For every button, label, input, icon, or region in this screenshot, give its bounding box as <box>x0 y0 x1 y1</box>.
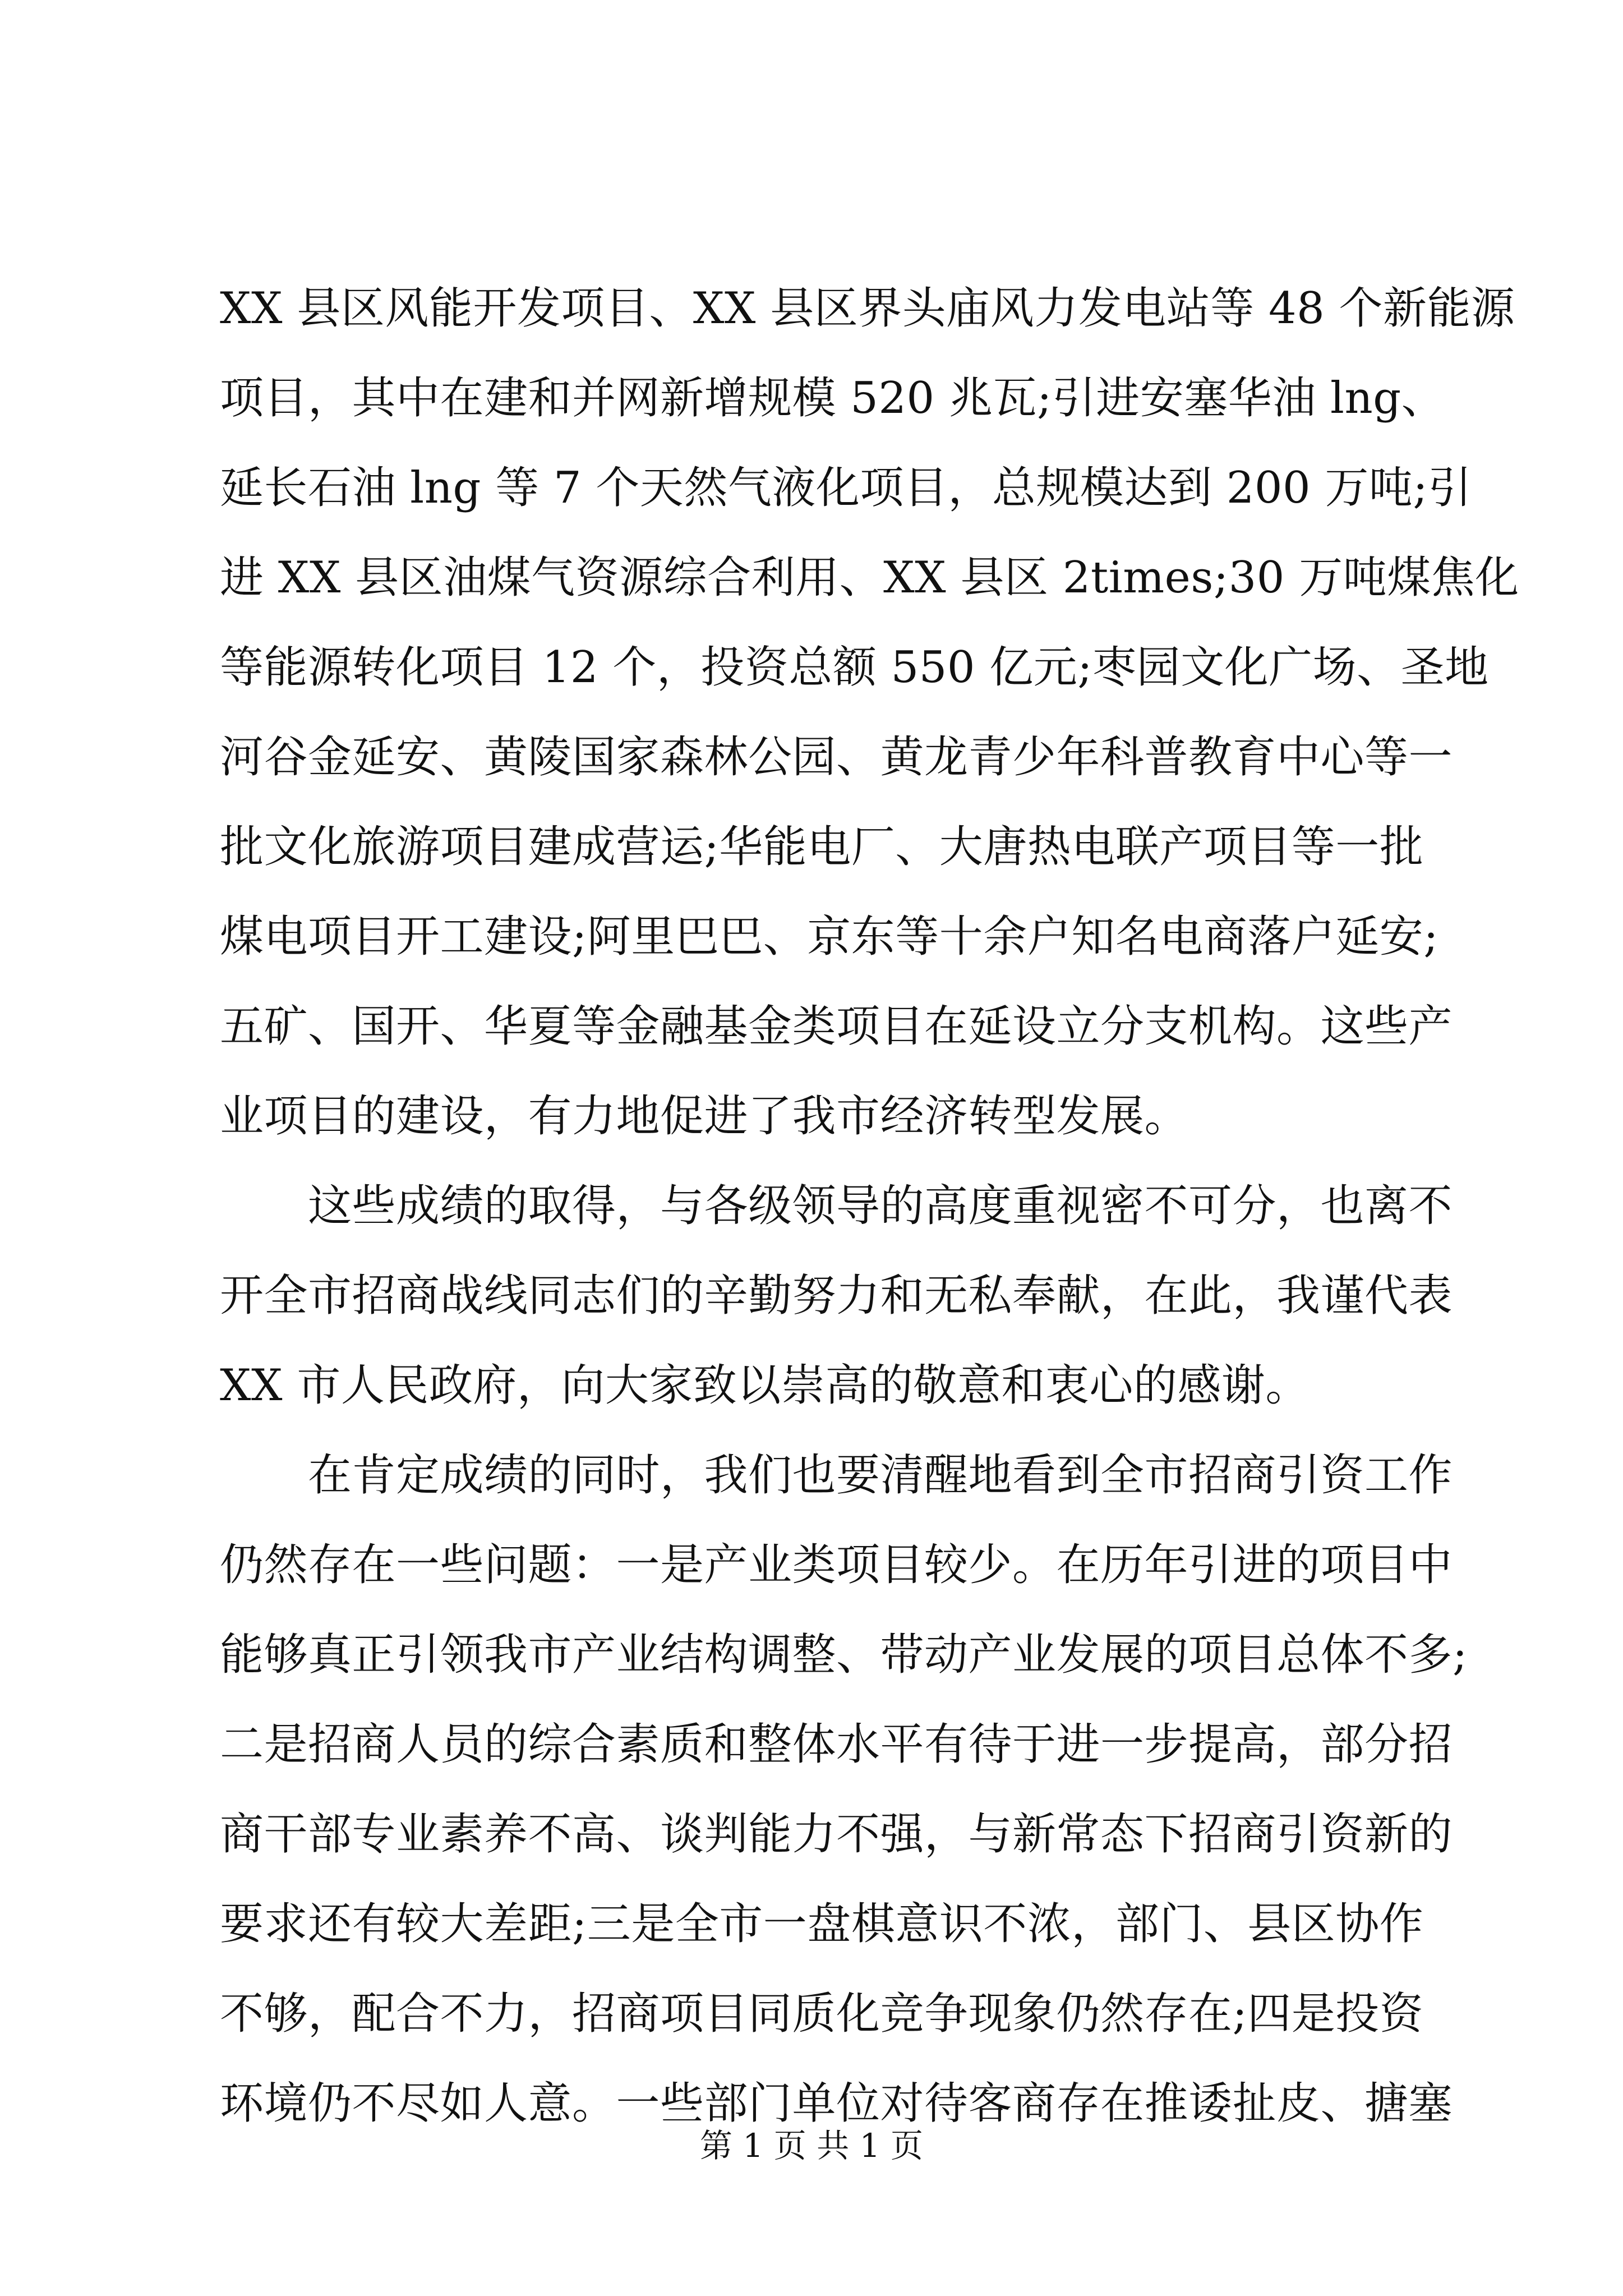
text-line: 要求还有较大差距;三是全市一盘棋意识不浓，部门、县区协作 <box>220 1899 1424 1949</box>
text-line: 开全市招商战线同志们的辛勤努力和无私奉献，在此，我谨代表 <box>220 1271 1453 1321</box>
text-line: 能够真正引领我市产业结构调整、带动产业发展的项目总体不多; <box>220 1630 1468 1680</box>
text-line: 环境仍不尽如人意。一些部门单位对待客商存在推诿扯皮、搪塞 <box>220 2078 1453 2129</box>
text-line: 项目，其中在建和并网新增规模 520 兆瓦;引进安塞华油 lng、 <box>220 373 1446 424</box>
text-line: 这些成绩的取得，与各级领导的高度重视密不可分，也离不 <box>220 1181 1453 1231</box>
text-line: 等能源转化项目 12 个，投资总额 550 亿元;枣园文化广场、圣地 <box>220 642 1489 693</box>
text-line: 延长石油 lng 等 7 个天然气液化项目，总规模达到 200 万吨;引 <box>220 463 1472 513</box>
text-line: 商干部专业素养不高、谈判能力不强，与新常态下招商引资新的 <box>220 1809 1453 1860</box>
text-line: 在肯定成绩的同时，我们也要清醒地看到全市招商引资工作 <box>220 1450 1453 1501</box>
text-line: 二是招商人员的综合素质和整体水平有待于进一步提高，部分招 <box>220 1719 1453 1770</box>
text-line: 五矿、国开、华夏等金融基金类项目在延设立分支机构。这些产 <box>220 1001 1453 1052</box>
page-footer <box>0 2120 1623 2171</box>
text-line: 批文化旅游项目建成营运;华能电厂、大唐热电联产项目等一批 <box>220 822 1424 872</box>
text-line: XX 市人民政府，向大家致以崇高的敬意和衷心的感谢。 <box>220 1360 1310 1411</box>
text-line: 业项目的建设，有力地促进了我市经济转型发展。 <box>220 1091 1189 1142</box>
text-line: 煤电项目开工建设;阿里巴巴、京东等十余户知名电商落户延安; <box>220 912 1439 962</box>
text-line: 河谷金延安、黄陵国家森林公园、黄龙青少年科普教育中心等一 <box>220 732 1453 783</box>
text-line: XX 县区风能开发项目、XX 县区界头庙风力发电站等 48 个新能源 <box>220 283 1515 334</box>
text-line: 仍然存在一些问题：一是产业类项目较少。在历年引进的项目中 <box>220 1540 1453 1590</box>
page-number-label: 第 1 页 共 1 页 <box>700 2127 923 2165</box>
text-line: 不够，配合不力，招商项目同质化竞争现象仍然存在;四是投资 <box>220 1989 1424 2039</box>
text-line: 进 XX 县区油煤气资源综合利用、XX 县区 2times;30 万吨煤焦化 <box>220 553 1519 603</box>
